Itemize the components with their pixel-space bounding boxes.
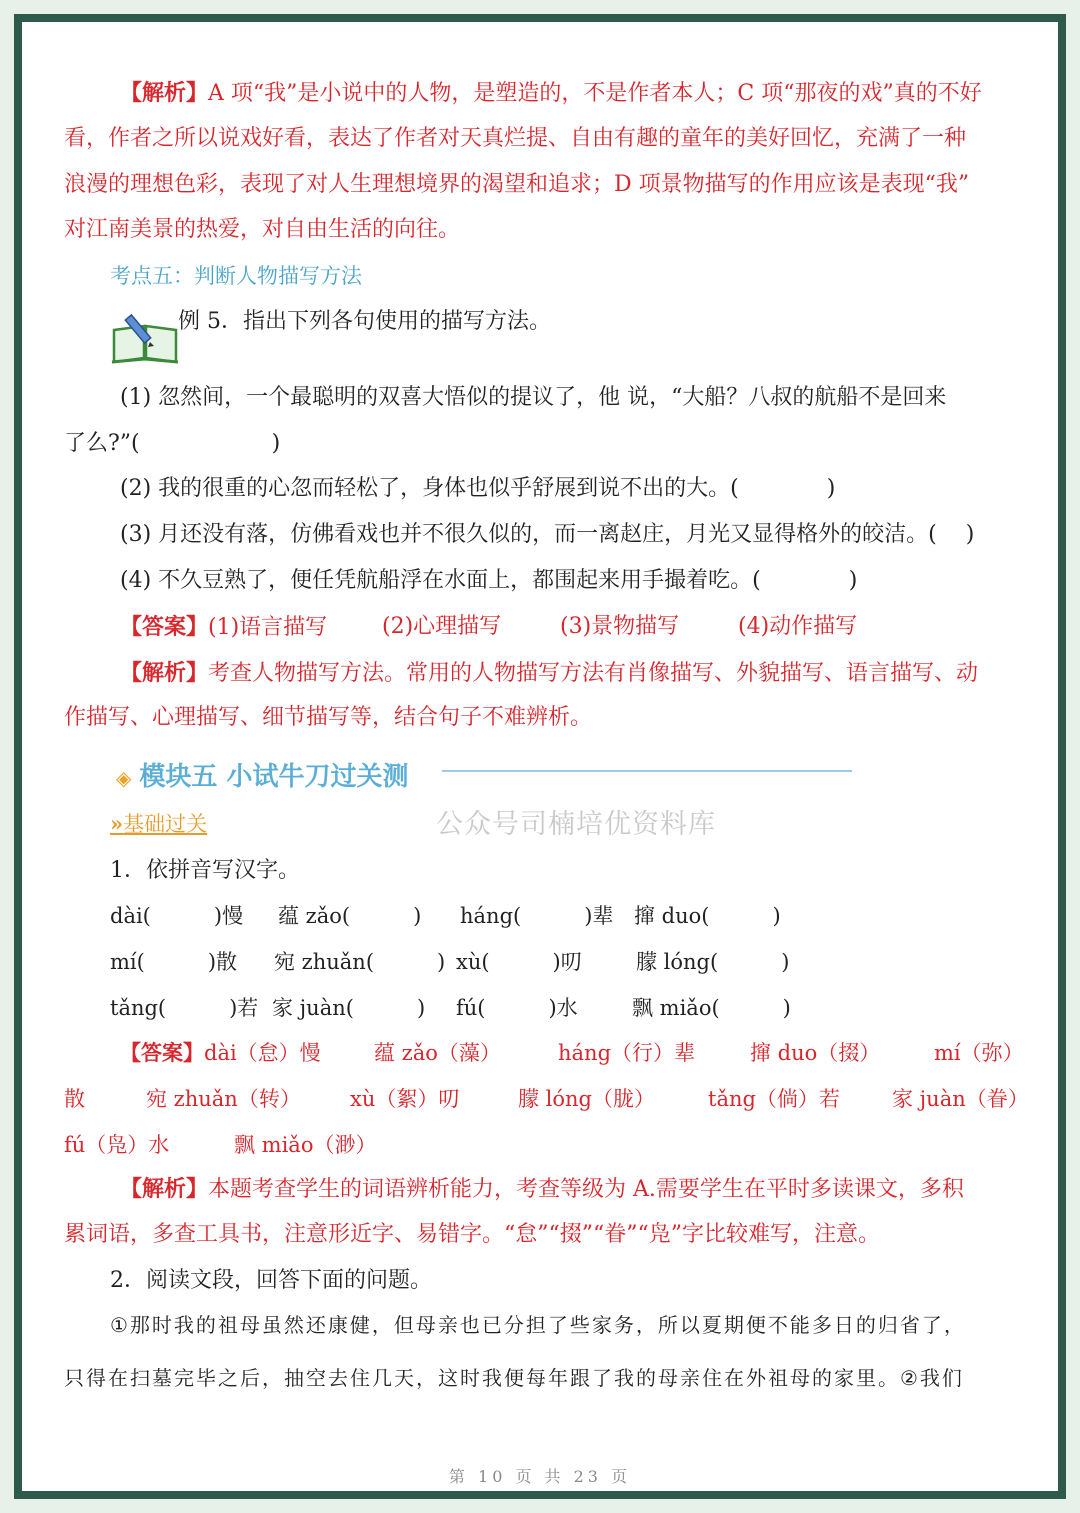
pinyin-r1-c3: háng( )辈 (460, 904, 614, 928)
question-1-title: 1．依拼音写汉字。 (110, 858, 300, 883)
example-5-q3: (3) 月还没有落，仿佛看戏也并不很久似的，而一离赵庄，月光又显得格外的皎洁。( ) (120, 522, 975, 547)
pinyin-r1-c4: 撺 duo( ) (634, 904, 781, 928)
question-2-title: 2．阅读文段，回答下面的问题。 (110, 1268, 432, 1293)
q1-answer-r1-c1: 【答案】dài（怠）慢 (120, 1040, 321, 1065)
pinyin-r3-c2: 家 juàn( ) (272, 996, 426, 1020)
example-5-q1-line-1: (1) 忽然间，一个最聪明的双喜大悟似的提议了，他 说，“大船？八叔的航船不是回来 (120, 385, 947, 410)
pinyin-r3-c3: fú( )水 (456, 996, 578, 1020)
pinyin-r2-c4: 朦 lóng( ) (636, 950, 790, 974)
example-5-answer-2: (2)心理描写 (382, 614, 502, 639)
q1-answer-r2-c2: 宛 zhuǎn（转） (146, 1087, 301, 1111)
example-5-q4: (4) 不久豆熟了，便任凭航船浮在水面上，都围起来用手撮着吃。( ) (120, 568, 858, 593)
q1-analysis-line-1: 【解析】本题考查学生的词语辨析能力，考查等级为 A.需要学生在平时多读课文，多积 (120, 1176, 964, 1202)
q1-answer-r3-c1: fú（凫）水 (64, 1133, 170, 1157)
q1-answer-r1-c3: háng（行）辈 (558, 1041, 696, 1065)
example-5-analysis-line-1: 【解析】考查人物描写方法。常用的人物描写方法有肖像描写、外貌描写、语言描写、动 (120, 660, 979, 686)
analysis-a-line-1: 【解析】A 项“我”是小说中的人物，是塑造的，不是作者本人；C 项“那夜的戏”真的不好 (120, 80, 982, 106)
double-chevron-icon: » (110, 811, 124, 836)
pinyin-r2-c1: mí( )散 (110, 950, 238, 974)
example-5-q1-line-2: 了么?”( ) (64, 431, 281, 456)
analysis-a-line-4: 对江南美景的热爱，对自由生活的向往。 (64, 217, 461, 242)
example-5-answer-4: (4)动作描写 (738, 614, 858, 639)
example-5-q2: (2) 我的很重的心忽而轻松了，身体也似乎舒展到说不出的大。( ) (120, 476, 836, 501)
module-5-title: ◈ 模块五 小试牛刀过关测 (116, 762, 409, 792)
document-page (22, 22, 1058, 1491)
example-5-answer-3: (3)景物描写 (560, 614, 680, 639)
q1-answer-r2-c4: 朦 lóng（胧） (518, 1087, 656, 1111)
pinyin-r1-c1: dài( )慢 (110, 904, 244, 928)
pinyin-r3-c4: 飘 miǎo( ) (632, 996, 791, 1020)
passage-line-2: 只得在扫墓完毕之后，抽空去住几天，这时我便每年跟了我的母亲住在外祖母的家里。②我们 (64, 1366, 964, 1390)
q1-analysis-line-2: 累词语，多查工具书，注意形近字、易错字。“怠”“掇”“眷”“凫”字比较难写，注意。 (64, 1222, 880, 1247)
q1-answer-r2-c1: 散 (64, 1087, 85, 1111)
example-5-analysis-line-2: 作描写、心理描写、细节描写等，结合句子不难辨析。 (64, 705, 593, 730)
q1-answer-r3-c2: 飘 miǎo（渺） (234, 1133, 377, 1157)
diamond-arrow-icon: ◈ (116, 766, 132, 790)
watermark-text: 公众号司楠培优资料库 (436, 809, 716, 840)
pinyin-r2-c2: 宛 zhuǎn( ) (274, 950, 446, 974)
pinyin-r3-c1: tǎng( )若 (110, 996, 259, 1020)
section-heading-kaodian5: 考点五：判断人物描写方法 (110, 264, 362, 288)
analysis-a-line-2: 看，作者之所以说戏好看，表达了作者对天真烂提、自由有趣的童年的美好回忆，充满了一种 (64, 126, 967, 151)
q1-answer-r1-c2: 蕴 zǎo（藻） (374, 1041, 501, 1065)
analysis-tag: 【解析】 (120, 80, 209, 106)
passage-line-1: ①那时我的祖母虽然还康健，但母亲也已分担了些家务，所以夏期便不能多日的归省了， (110, 1313, 966, 1337)
q1-answer-r2-c3: xù（絮）叨 (350, 1087, 460, 1111)
book-pencil-icon (110, 312, 180, 366)
page-footer: 第 10 页 共 23 页 (448, 1467, 632, 1486)
pinyin-r2-c3: xù( )叨 (456, 950, 582, 974)
basic-section-heading: »基础过关 (110, 811, 208, 836)
example-5-answer: 【答案】(1)语言描写 (120, 614, 328, 640)
q1-answer-r1-c5: mí（弥） (934, 1041, 1024, 1065)
pinyin-r1-c2: 蕴 zǎo( ) (278, 904, 422, 928)
q1-answer-r1-c4: 撺 duo（掇） (750, 1041, 881, 1065)
q1-answer-r2-c6: 家 juàn（眷） (892, 1087, 1029, 1111)
analysis-a-line-3: 浪漫的理想色彩，表现了对人生理想境界的渴望和追求；D 项景物描写的作用应该是表现“我” (64, 172, 970, 197)
example-5-prompt: 例 5．指出下列各句使用的描写方法。 (178, 309, 551, 334)
q1-answer-r2-c5: tǎng（倘）若 (708, 1087, 840, 1111)
module-title-underline (442, 770, 852, 772)
